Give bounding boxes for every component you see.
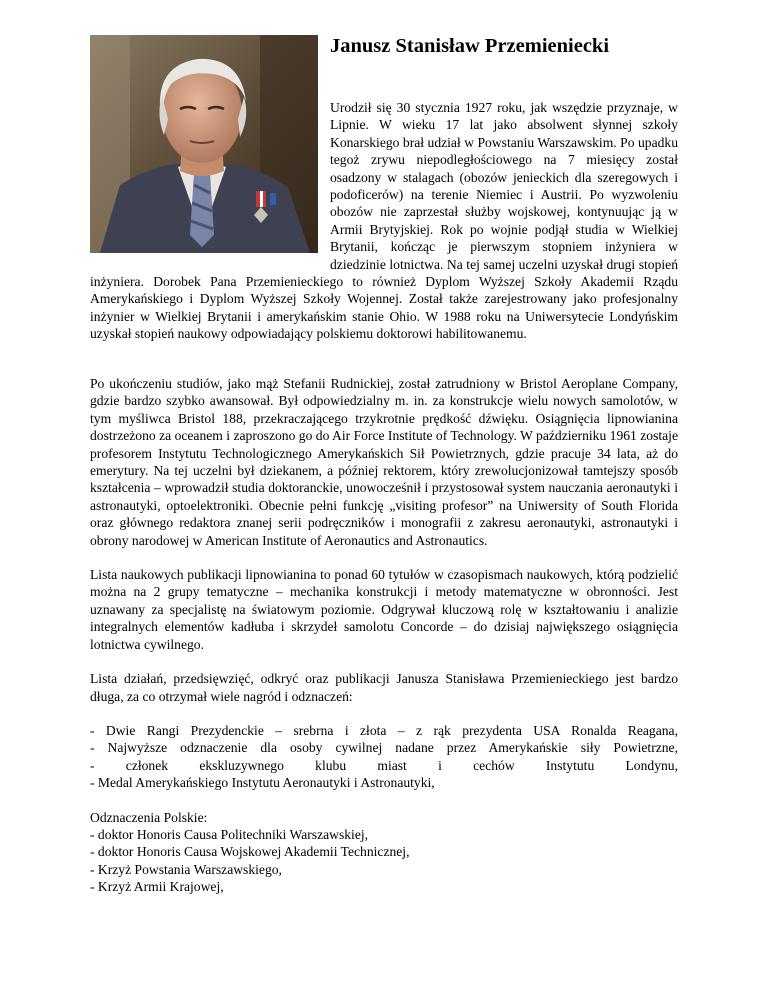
intro-paragraph-text: Urodził się 30 stycznia 1927 roku, jak wszędzie przyznaje, w Lipnie. W wieku 17 lat jako absolwent słynnej szkoły Konarskiego brał udział w Powstaniu Warszawskim. Po upadku tegoż zrywu niepodległościowego na 7 miesięcy został osadzony w stalagach (obozów jenieckich dla szeregowych i podoficerów) na terenie Niemiec i Austrii. Po wyzwoleniu obozów nie zaprzestał służby wojskowej, kontynuując ją w Armii Brytyjskiej. Rok po wojnie podjął studia w Wielkiej Brytanii, kończąc je pierwszym stopniem inżyniera w dziedzinie lotnictwa. Na tej samej uczelni uzyskał drugi stopień inżyniera. Dorobek Pana Przemienieckiego to również Dyplom Wyższej Szkoły Akademii Rządu Amerykańskiego i Dyplom Wyższej Szkoły Wojennej. Został także zarejestrowany jako profesjonalny inżynier w Wielkiej Brytanii i amerykańskim stanie Ohio. W 1988 roku na Uniwersytecie Londyńskim uzyskał stopień naukowy odpowiadający polskiemu doktorowi habilitowanemu.: [90, 100, 678, 342]
list-item: - doktor Honoris Causa Wojskowej Akademii Technicznej,: [90, 844, 410, 860]
photo-wrap-space: [90, 99, 330, 273]
awards-list: [90, 722, 678, 792]
page-title: Janusz Stanisław Przemieniecki: [330, 35, 610, 57]
list-item: - Medal Amerykańskiego Instytutu Aeronautyki i Astronautyki,: [90, 775, 435, 791]
intro-paragraph: [90, 99, 678, 343]
polish-awards-list: [90, 809, 678, 896]
list-item: - Krzyż Powstania Warszawskiego,: [90, 861, 282, 877]
polish-awards-heading: Odznaczenia Polskie:: [90, 809, 208, 825]
career-paragraph: Po ukończeniu studiów, jako mąż Stefanii Rudnickiej, został zatrudniony w Bristol Aeroplane Company, gdzie bardzo szybko awansował. Był odpowiedzialny m. in. za konstrukcje wielu nowych samolotów, w tym myśliwca Bristol 188, przekraczającego trzykrotnie prędkość dźwięku. Osiągnięcia lipnowianina dostrzeżono za oceanem i zaproszono go do Air Force Institute of Technology. W październiku 1961 zostaje profesorem Instytutu Technologicznego Amerykańskich Sił Powietrznych, gdzie pracuje 34 lata, aż do emerytury. Na tej uczelni był dziekanem, a później rektorem, który zrewolucjonizował tamtejszy sposób kształcenia – wprowadził studia doktoranckie, unowocześnił i przystosował system nauczania aeronautyki i astronautyki, optoelektroniki. Obecnie pełni funkcję „visiting profesor” na Uniwersity of South Florida oraz głównego redaktora znanej serii podręczników i monografii z zakresu aeronautyki, astronautyki i obrony narodowej w American Institute of Aeronautics and Astronautics.: [90, 376, 678, 548]
list-item: - Najwyższe odznaczenie dla osoby cywilnej nadane przez Amerykańskie siły Powietrzne,: [90, 740, 678, 756]
publications-paragraph: Lista naukowych publikacji lipnowianina to ponad 60 tytułów w czasopismach naukowych, którą podzielić można na 2 grupy tematyczne – mechanika konstrukcji i metody matematyczne w obronności. Jest uznawany za specjalistę na światowym poziomie. Odgrywał kluczową rolę w kształtowaniu i analizie integralnych elementów kadłuba i skrzydeł samolotu Concorde – do dzisiaj największego osiągnięcia lotnictwa cywilnego.: [90, 567, 678, 652]
list-item: - członek ekskluzywnego klubu miast i cechów Instytutu Londynu,: [90, 757, 678, 773]
awards-intro-paragraph: Lista działań, przedsięwzięć, odkryć oraz publikacji Janusza Stanisława Przemienieckiego jest bardzo długa, za co otrzymał wiele nagród i odznaczeń:: [90, 671, 678, 704]
list-item: - Dwie Rangi Prezydenckie – srebrna i złota – z rąk prezydenta USA Ronalda Reagana,: [90, 722, 678, 738]
list-item: - Krzyż Armii Krajowej,: [90, 879, 224, 895]
list-item: - doktor Honoris Causa Politechniki Warszawskiej,: [90, 826, 369, 842]
body-text: [90, 375, 678, 913]
